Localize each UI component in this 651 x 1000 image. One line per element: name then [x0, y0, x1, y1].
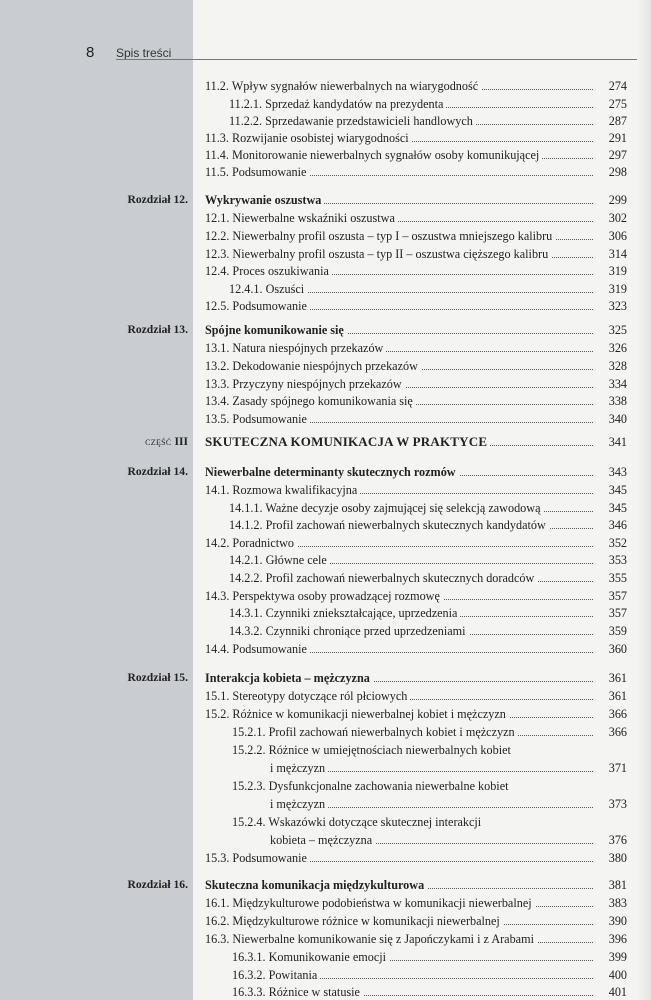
- entry-page: 366: [608, 707, 627, 721]
- entry-title: 14.1.1. Ważne decyzje osoby zajmującej się selekcją zawodową: [229, 500, 543, 516]
- entry-title: 14.2.2. Profil zachowań niewerbalnych skutecznych doradców: [229, 570, 537, 586]
- entry-page: 291: [608, 131, 627, 145]
- toc-entry: [0, 228, 651, 244]
- toc-entry: [0, 246, 651, 262]
- page-header: [0, 44, 651, 64]
- entry-page: 297: [608, 148, 627, 162]
- toc-chapter: [0, 322, 651, 338]
- toc-entry: [0, 281, 651, 297]
- toc-entry: [0, 393, 651, 409]
- entry-title: 14.4. Podsumowanie: [205, 641, 310, 657]
- entry-page: 400: [608, 968, 627, 982]
- entry-title: 12.5. Podsumowanie: [205, 298, 310, 314]
- entry-title: 11.4. Monitorowanie niewerbalnych sygnałów osoby komunikującej: [205, 147, 542, 163]
- entry-page: 302: [608, 211, 627, 225]
- entry-page: 299: [608, 193, 627, 207]
- toc-entry: [0, 164, 651, 180]
- entry-title-continued: i mężczyzn: [270, 760, 328, 776]
- entry-page: 390: [608, 914, 627, 928]
- entry-page: 345: [608, 483, 627, 497]
- entry-title: 14.1. Rozmowa kwalifikacyjna: [205, 482, 360, 498]
- toc-entry-line: [0, 814, 651, 830]
- header-rule: [116, 59, 637, 60]
- entry-page: 381: [608, 878, 627, 892]
- entry-page: 396: [608, 932, 627, 946]
- toc-entry: [0, 688, 651, 704]
- chapter-title: Wykrywanie oszustwa: [205, 192, 324, 208]
- entry-page: 343: [608, 465, 627, 479]
- chapter-label: Rozdział 12.: [127, 193, 188, 206]
- entry-title: 14.3. Perspektywa osoby prowadzącej rozmowę: [205, 588, 443, 604]
- entry-page: 361: [608, 671, 627, 685]
- chapter-label: Rozdział 14.: [127, 465, 188, 478]
- toc-entry: [0, 535, 651, 551]
- entry-title: 11.2.1. Sprzedaż kandydatów na prezydenta: [229, 96, 446, 112]
- entry-page: 298: [608, 165, 627, 179]
- entry-page: 341: [608, 435, 627, 449]
- entry-page: 287: [608, 114, 627, 128]
- chapter-label: Rozdział 15.: [127, 671, 188, 684]
- entry-page: 325: [608, 323, 627, 337]
- toc-entry: [0, 641, 651, 657]
- entry-page: 352: [608, 536, 627, 550]
- entry-title: 16.1. Międzykulturowe podobieństwa w komunikacji niewerbalnej: [205, 895, 535, 911]
- toc-part: [0, 434, 651, 450]
- entry-title: 16.3.3. Różnice w statusie: [232, 984, 363, 1000]
- toc-entry: [0, 210, 651, 226]
- entry-title-continued: i mężczyzn: [270, 796, 328, 812]
- entry-title: 13.5. Podsumowanie: [205, 411, 310, 427]
- entry-page: 373: [608, 797, 627, 811]
- toc-entry: [0, 113, 651, 129]
- toc-entry: [0, 482, 651, 498]
- entry-page: 357: [608, 589, 627, 603]
- toc-entry: [0, 895, 651, 911]
- entry-page: 323: [608, 299, 627, 313]
- toc-entry: [0, 517, 651, 533]
- entry-title: 15.2.3. Dysfunkcjonalne zachowania niewerbalne kobiet: [232, 779, 509, 793]
- entry-page: 401: [608, 985, 627, 999]
- entry-page: 345: [608, 501, 627, 515]
- entry-page: 359: [608, 624, 627, 638]
- entry-title: 12.2. Niewerbalny profil oszusta – typ I – oszustwa mniejszego kalibru: [205, 228, 555, 244]
- entry-title: 13.2. Dekodowanie niespójnych przekazów: [205, 358, 421, 374]
- toc-entry-line: [0, 778, 651, 794]
- entry-page: 357: [608, 606, 627, 620]
- entry-title: 11.2.2. Sprzedawanie przedstawicieli handlowych: [229, 113, 476, 129]
- toc-entry: [0, 570, 651, 586]
- entry-title: 13.3. Przyczyny niespójnych przekazów: [205, 376, 405, 392]
- entry-title: 15.2.4. Wskazówki dotyczące skutecznej interakcji: [232, 815, 482, 829]
- entry-page: 274: [608, 79, 627, 93]
- toc-entry: [0, 913, 651, 929]
- running-head: Spis treści: [116, 46, 172, 60]
- chapter-title: Spójne komunikowanie się: [205, 322, 347, 338]
- toc-entry: [0, 724, 651, 740]
- entry-page: 319: [608, 282, 627, 296]
- toc-entry: [0, 263, 651, 279]
- chapter-title: Skuteczna komunikacja międzykulturowa: [205, 877, 427, 893]
- entry-title: 11.5. Podsumowanie: [205, 164, 309, 180]
- entry-page: 399: [608, 950, 627, 964]
- entry-page: 346: [608, 518, 627, 532]
- entry-title: 12.4.1. Oszuści: [229, 281, 307, 297]
- entry-page: 355: [608, 571, 627, 585]
- entry-page: 314: [608, 247, 627, 261]
- toc-entry: [0, 147, 651, 163]
- entry-title: 12.1. Niewerbalne wskaźniki oszustwa: [205, 210, 398, 226]
- entry-page: 361: [608, 689, 627, 703]
- toc-entry: [0, 588, 651, 604]
- chapter-title: Niewerbalne determinanty skutecznych rozmów: [205, 464, 459, 480]
- toc-entry: [0, 931, 651, 947]
- toc-entry: [0, 130, 651, 146]
- entry-page: 326: [608, 341, 627, 355]
- chapter-label: Rozdział 13.: [127, 323, 188, 336]
- toc-entry: [0, 96, 651, 112]
- entry-page: 380: [608, 851, 627, 865]
- part-title: SKUTECZNA KOMUNIKACJA W PRAKTYCE: [205, 434, 490, 450]
- entry-title: 11.3. Rozwijanie osobistej wiarygodności: [205, 130, 412, 146]
- page-number: 8: [86, 44, 95, 61]
- entry-page: 371: [608, 761, 627, 775]
- entry-page: 275: [608, 97, 627, 111]
- toc-entry: [0, 967, 651, 983]
- entry-page: 319: [608, 264, 627, 278]
- toc-entry: [0, 984, 651, 1000]
- entry-title: 12.4. Proces oszukiwania: [205, 263, 332, 279]
- entry-title: 14.1.2. Profil zachowań niewerbalnych skutecznych kandydatów: [229, 517, 549, 533]
- toc-entry: [0, 850, 651, 866]
- toc-entry: [0, 78, 651, 94]
- entry-page: 340: [608, 412, 627, 426]
- toc-entry: [0, 605, 651, 621]
- entry-page: 338: [608, 394, 627, 408]
- toc-entry-line: [0, 742, 651, 758]
- toc-entry: [0, 500, 651, 516]
- entry-title: 15.2. Różnice w komunikacji niewerbalnej kobiet i mężczyzn: [205, 706, 509, 722]
- toc-chapter: [0, 192, 651, 208]
- entry-page: 334: [608, 377, 627, 391]
- toc-entry: [0, 623, 651, 639]
- entry-title: 13.4. Zasady spójnego komunikowania się: [205, 393, 416, 409]
- entry-title: 14.2.1. Główne cele: [229, 552, 330, 568]
- entry-title: 15.2.2. Różnice w umiejętnościach niewerbalnych kobiet: [232, 743, 511, 757]
- toc-chapter: [0, 464, 651, 480]
- entry-page: 366: [608, 725, 627, 739]
- part-label: [145, 434, 188, 451]
- part-number: III: [174, 435, 188, 448]
- entry-title: 15.2.1. Profil zachowań niewerbalnych kobiet i mężczyzn: [232, 724, 518, 740]
- toc-entry: [0, 411, 651, 427]
- entry-title: 16.3. Niewerbalne komunikowanie się z Japończykami i z Arabami: [205, 931, 537, 947]
- toc-entry: [0, 706, 651, 722]
- entry-title: 16.2. Międzykulturowe różnice w komunikacji niewerbalnej: [205, 913, 503, 929]
- entry-page: 306: [608, 229, 627, 243]
- toc-entry: [0, 949, 651, 965]
- entry-title: 14.3.1. Czynniki zniekształcające, uprzedzenia: [229, 605, 460, 621]
- entry-title: 16.3.1. Komunikowanie emocji: [232, 949, 389, 965]
- toc-chapter: [0, 670, 651, 686]
- entry-title: 16.3.2. Powitania: [232, 967, 320, 983]
- entry-page: 328: [608, 359, 627, 373]
- toc-entry: [0, 340, 651, 356]
- toc-entry: [0, 552, 651, 568]
- toc-entry: [0, 760, 651, 776]
- toc-entry: [0, 376, 651, 392]
- entry-page: 383: [608, 896, 627, 910]
- entry-title: 11.2. Wpływ sygnałów niewerbalnych na wiarygodność: [205, 78, 481, 94]
- entry-title: 15.3. Podsumowanie: [205, 850, 310, 866]
- entry-title-continued: kobieta – mężczyzna: [270, 832, 375, 848]
- chapter-label: Rozdział 16.: [127, 878, 188, 891]
- entry-title: 14.2. Poradnictwo: [205, 535, 297, 551]
- toc-entry: [0, 796, 651, 812]
- toc-entry: [0, 298, 651, 314]
- toc-chapter: [0, 877, 651, 893]
- entry-page: 376: [608, 833, 627, 847]
- entry-title: 13.1. Natura niespójnych przekazów: [205, 340, 386, 356]
- toc-entry: [0, 832, 651, 848]
- entry-page: 360: [608, 642, 627, 656]
- entry-title: 12.3. Niewerbalny profil oszusta – typ II – oszustwa cięższego kalibru: [205, 246, 551, 262]
- entry-page: 353: [608, 553, 627, 567]
- entry-title: 15.1. Stereotypy dotyczące ról płciowych: [205, 688, 410, 704]
- entry-title: 14.3.2. Czynniki chroniące przed uprzedzeniami: [229, 623, 469, 639]
- part-word: CZĘŚĆ: [145, 438, 172, 447]
- chapter-title: Interakcja kobieta – mężczyzna: [205, 670, 373, 686]
- toc-entry: [0, 358, 651, 374]
